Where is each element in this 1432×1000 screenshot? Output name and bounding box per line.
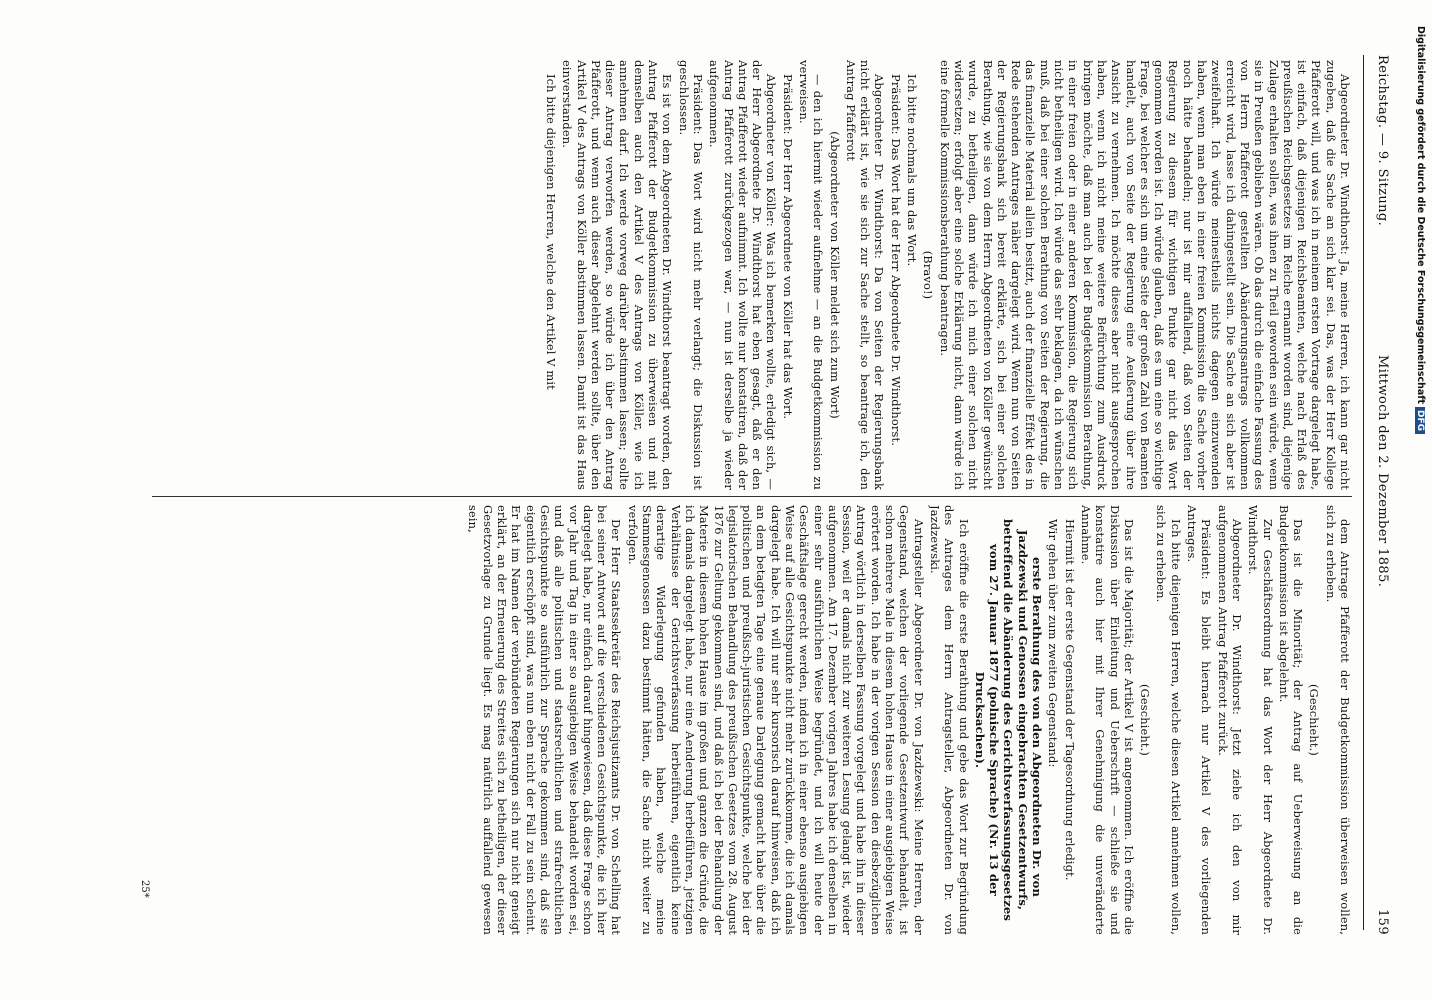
paragraph: Hiermit ist der erste Gegenstand der Tagesordnung erledigt. [1062, 519, 1077, 881]
paragraph: Zur Geschäftsordnung hat das Wort der Herr Abgeordnete Dr. Windthorst. [1246, 505, 1275, 935]
paragraph: (Bravo!) [921, 250, 936, 300]
paragraph: Abgeordneter Dr. Windthorst: Ja, meine Herren, ich kann gar nicht zugeben, daß die Sache an sich klar sei. Das, was der Herr Kollege Pfafferott will, und was ich in meinem ersten Vortrage dargelegt habe, ist einfach, daß diejenigen Reichsbeamten, welche nach Erlaß des preußischen Reichsgesetzes im Reiche ernannt worden sind, diejenige Zulage erhalten sollen, was ihnen zu Theil geworden sein würde, wenn sie in Preußen geblieben wären. Ob das durch die einfache Fassung des von Herrn Pfafferott gestellten Abänderungsantrags vollkommen erreicht wird, lasse ich dahingestellt sein. Die Sache an sich aber ist zweifelhaft. Ich würde meinestheils nichts dagegen einzuwenden haben, wenn man eben in einer freien Kommission die Sache vorher noch hätte behandeln; nur ist mir auffallend, daß von Seiten der Regierung zu diesem für wichtigen Punkte gar nicht das Wort genommen worden ist. Ich würde glauben, daß es um eine so wichtige Frage, bei welcher es sich um eine Seite der großen Zahl von Beamten handelt, auch von Seite der Regierung eine Aeußerung über ihre Ansicht zu vernehmen. Ich möchte dieses aber nicht ausgesprochen haben, wenn ich nicht meine weitere Befürchtung zum Ausdruck bringen möchte, daß man auch bei der Budgetkommission Berathung, in einer freien oder in einer anderen Kommission, die Regierung sich nicht betheiligen wird. Ich würde das sehr beklagen, da ich wünschen muß, daß bei einer solchen Berathung von Seiten der Regierung, die das finanzielle Material allein besitzt, auch der finanzielle Effekt des in Rede stehenden Antrages näher dargelegt wird. Wenn nun von Seiten der Regierungsbank sich bereit erklärte, sich bei einer solchen Berathung, wie sie von dem Herrn Abgeordneten von Köller gewünscht wurde, zu betheiligen, dann würde ich mich einer solchen nicht widersetzen; erfolgt aber eine solche Erklärung nicht, dann würde ich eine formelle Kommissionsberathung beantragen. [937, 60, 1352, 490]
paragraph: Antragsteller Abgeordneter Dr. von Jazdzewski: Meine Herren, der Gegenstand, welchen der vorliegende Gesetzentwurf behandelt, ist schon mehrere Male in diesem hohen Hause in einer ausgiebigen Weise erörtert worden. Ich habe in der vorigen Session den diesbezüglichen Antrag wörtlich in derselben Fassung vorgelegt und habe ihn in dieser Session, weil er damals nicht zur weiteren Lesung gelangt ist, wieder aufgenommen. Am 17. Dezember vorigen Jahres habe ich denselben in einer sehr ausführlichen Weise begründet, und ich will heute der Geschäftslage gerecht werden, indem ich in einer ebenso ausgiebigen Weise auf alle Gesichtspunkte nicht mehr zurückkomme, die ich damals dargelegt habe. Ich will nur sehr kursorisch darauf hinweisen, daß ich an dem betagten Tage eine genaue Darlegung gemacht habe über die politischen und preußisch-juristischen Gesichtspunkte, welche bei der legislatorischen Behandlung des preußischen Gesetzes vom 28. August 1876 zur Geltung gekommen sind, und daß ich bei der Behandlung der Materie in diesem hohen Hause im großen und ganzen die Gründe, die ich damals dargelegt habe, nur eine Aenderung herbeiführen, jetzigen Verhältnisse der Gerichtsverfassung herbeiführen, eigentlich keine derartige Widerlegung gefunden haben, welche meine Stammesgenossen dazu bestimmt hätten, die Sache nicht weiter zu verfolgen. [625, 505, 926, 935]
paragraph: Präsident: Das Wort hat der Herr Abgeordnete Dr. Windthorst. [888, 74, 903, 446]
left-column [152, 60, 1352, 490]
paragraph: Der Herr Staatssekretär des Reichsjustizamts Dr. von Schelling hat bei seiner Antwort auf die verschiedenen Gesichtspunkte, die ich hier dargelegt habe, nur einfach darauf hingewiesen, daß diese Frage schon vor Jahr und Tag in einer so ausgiebigen Weise behandelt worden sei, und daß alle politischen und staatsrechtlichen und strafrechtlichen Gesichtspunkte so ausführlich zur Sprache gekommen sind, daß sie eigentlich erschöpft sind, was nun eben nicht der Fall zu sein scheint. Er hat im Namen der verbündeten Regierungen sich nur nicht geneigt erklärt, an der Erneuerung des Streites sich zu betheiligen, der dieser Gesetzvorlage zu Grunde liegt. Es mag natürlich auffallend gewesen sein, [466, 505, 624, 935]
paragraph: Wir gehen über zum zweiten Gegenstand: [1046, 519, 1061, 768]
agenda-item: erste Berathung des von den Abgeordneten Dr. von Jazdzewski und Genossen eingebrachten Gesetzentwurfs, betreffend die Abänderung des Gerichtsverfassungsgesetzes vom 27. Januar 1877 (polnische Sprache) (Nr. 13 der Drucksachen). [972, 518, 1045, 922]
right-column [152, 505, 1352, 935]
paragraph: Ich bitte diejenigen Herren, welche den Artikel V mit [543, 74, 558, 390]
paragraph: Das ist die Minorität; der Antrag auf Ueberweisung an die Budgetkommission ist abgelehnt. [1276, 505, 1306, 935]
header-left: Reichstag. — 9. Sitzung. [1375, 55, 1390, 227]
margin-note-text: Digitalisierung gefördert durch die Deutsche Forschungsgemeinschaft [1415, 26, 1426, 404]
header-rule [1363, 55, 1364, 930]
dfg-logo: DFG [1415, 407, 1425, 434]
dfg-margin-note [1392, 18, 1432, 998]
paragraph: Ich eröffne die erste Berathung und gebe das Wort zur Begründung des Antrages dem Herrn Antragsteller, Abgeordneten Dr. von Jazdzewski. [927, 505, 971, 935]
paragraph: (Abgeordneter von Köller meldet sich zum Wort) [827, 131, 842, 419]
paragraph: (Geschieht.) [1138, 683, 1153, 756]
paragraph: Das ist die Majorität; der Artikel V ist angenommen. Ich eröffne die Diskussion über Einleitung und Ueberschrift — schließe sie und konstatire auch hier mit Ihrer Genehmigung die unveränderte Annahme. [1078, 505, 1136, 935]
paragraph: Ich bitte nochmals um das Wort. [905, 74, 920, 267]
paragraph: Präsident: Der Herr Abgeordnete von Köller hat das Wort. [780, 74, 795, 420]
paragraph: dem Antrage Pfafferott der Budgetkommission überweisen wollen, sich zu erheben. [1323, 505, 1352, 935]
paragraph: Es ist von dem Abgeordneten Dr. Windthorst beantragt worden, den Antrag Pfafferott der Budgetkommission zu überweisen und mit demselben auch den Artikel V des Antrags von Köller, wie ich annehmen darf. Ich werde vorweg darüber abstimmen lassen; sollte dieser Antrag verworfen werden, so würde ich über den Antrag Pfafferott, und wenn auch dieser abgelehnt werden sollte, über den Artikel V des Antrags von Köller abstimmen lassen. Damit ist das Haus einverstanden. [560, 60, 675, 490]
paragraph: (Geschieht.) [1307, 683, 1322, 756]
page-number: 159 [1375, 908, 1390, 935]
paragraph: Präsident: Das Wort wird nicht mehr verlangt; die Diskussion ist geschlossen. [676, 60, 705, 490]
signature-mark: 25* [139, 880, 150, 898]
paragraph: Präsident: Es bleibt hiernach nur Artikel V des vorliegenden Antrages. [1185, 505, 1214, 935]
paragraph: Abgeordneter von Köller: Was ich bemerken wollte, erledigt sich, — der Herr Abgeordnete Dr. Windthorst hat eben gesagt, daß er den Antrag Pfafferott wieder aufnimmt. Ich wollte nur konstatiren, daß der Antrag Pfafferott zurückgezogen war, — nun ist derselbe ja wieder aufgenommen. [707, 60, 779, 490]
paragraph: Abgeordneter Dr. Windthorst: Da von Seiten der Regierungsbank nicht erklärt ist, wie sie sich zur Sache stellt, so beantrage ich, den Antrag Pfafferott [843, 60, 887, 490]
paragraph: Abgeordneter Dr. Windthorst: Jetzt ziehe ich den von mir aufgenommenen Antrag Pfafferott zurück. [1215, 505, 1244, 935]
header-date: Mittwoch den 2. Dezember 1885. [1375, 355, 1390, 588]
column-divider [152, 496, 1352, 497]
paragraph: — den ich hiermit wieder aufnehme — an die Budgetkommission zu verweisen. [797, 60, 826, 490]
paragraph: Ich bitte diejenigen Herren, welche diesen Artikel annehmen wollen, sich zu erheben. [1154, 505, 1183, 935]
